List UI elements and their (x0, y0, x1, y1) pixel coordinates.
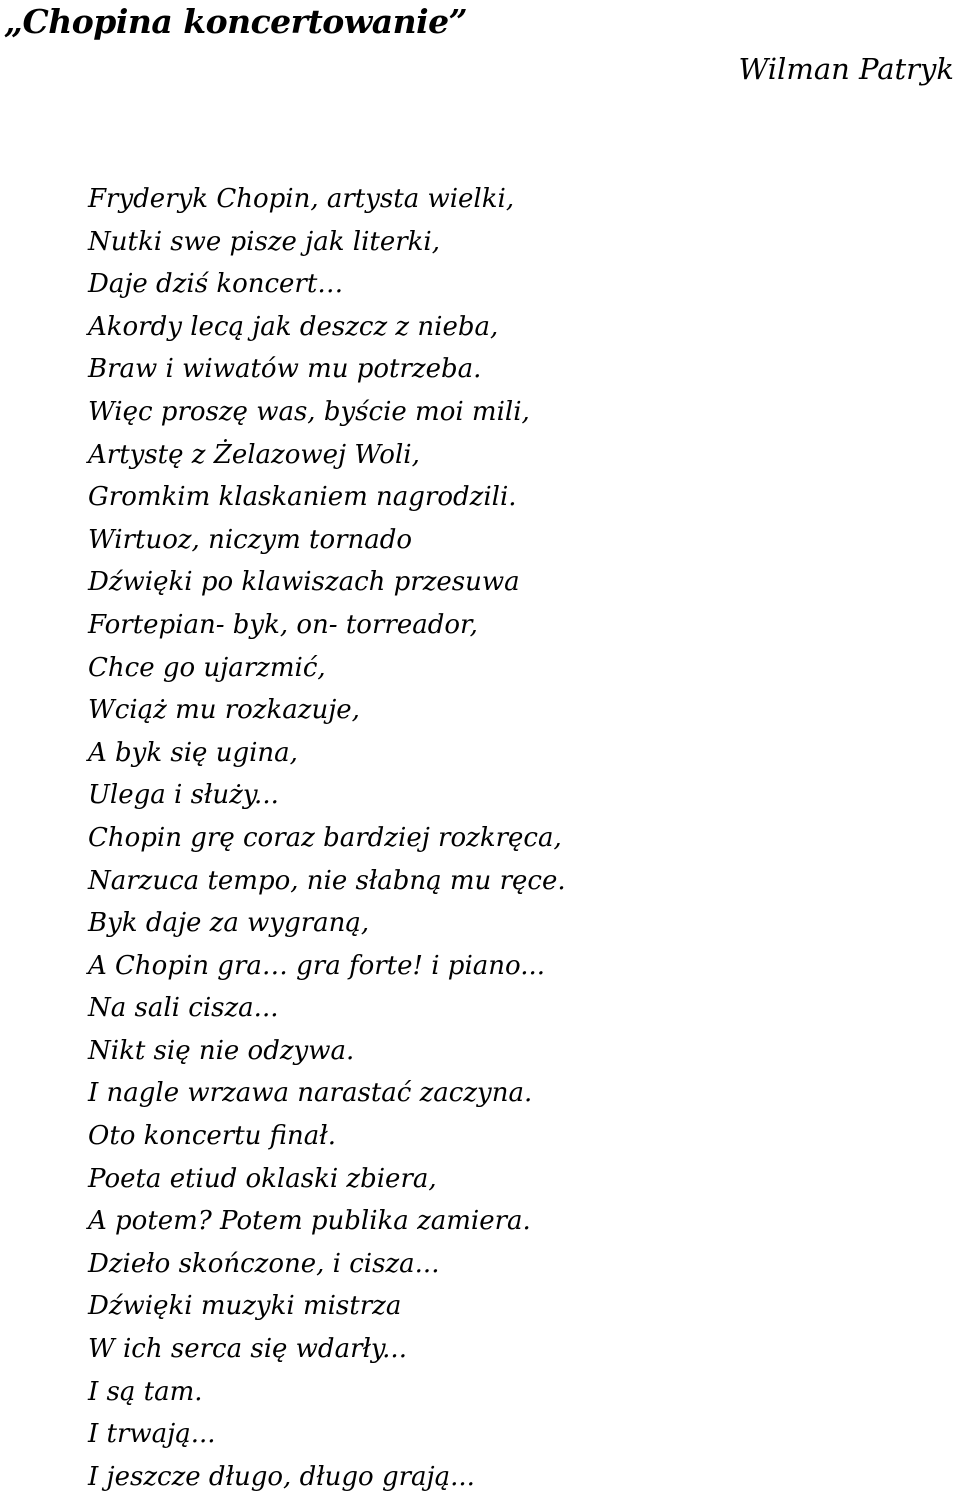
poem-line: Byk daje za wygraną, (88, 908, 370, 939)
poem-line: Nikt się nie odzywa. (88, 1035, 355, 1066)
poem-line: Fryderyk Chopin, artysta wielki, (88, 184, 515, 214)
poem-line: Ulega i służy... (88, 780, 279, 811)
poem-line: Wciąż mu rozkazuje, (88, 695, 360, 726)
poem-line: Więc proszę was, byście moi mili, (88, 396, 530, 427)
poem-line: I nagle wrzawa narastać zaczyna. (88, 1078, 533, 1109)
poem-line: I są tam. (88, 1376, 203, 1407)
poem-line: Nutki swe pisze jak literki, (88, 226, 440, 257)
poem-line: Braw i wiwatów mu potrzeba. (88, 354, 482, 385)
poem-line: A byk się ugina, (88, 737, 298, 768)
poem-line: Chce go ujarzmić, (88, 652, 326, 683)
poem-line: Fortepian- byk, on- torreador, (88, 609, 478, 640)
poem-line: Dźwięki po klawiszach przesuwa (88, 567, 520, 598)
poem-line: I jeszcze długo, długo grają... (88, 1461, 475, 1492)
poem-line: Wirtuoz, niczym tornado (88, 524, 413, 555)
poem-line: Artystę z Żelazowej Woli, (88, 439, 420, 470)
poem-line: Na sali cisza... (88, 993, 279, 1024)
poem-line: Chopin grę coraz bardziej rozkręca, (88, 822, 562, 853)
poem-line: I trwają... (88, 1419, 216, 1450)
poem-line: Dźwięki muzyki mistrza (88, 1291, 402, 1322)
poem-author: Wilman Patryk (738, 52, 954, 86)
poem-body (88, 178, 566, 1498)
poem-line: Daje dziś koncert… (88, 269, 344, 300)
poem-line: A Chopin gra… gra forte! i piano... (88, 950, 546, 981)
poem-line: A potem? Potem publika zamiera. (88, 1206, 531, 1237)
poem-line: Oto koncertu finał. (88, 1121, 336, 1152)
poem-line: W ich serca się wdarły... (88, 1334, 407, 1365)
poem-line: Poeta etiud oklaski zbiera, (88, 1163, 437, 1194)
poem-line: Narzuca tempo, nie słabną mu ręce. (88, 865, 566, 896)
poem-title: „Chopina koncertowanie” (4, 2, 468, 41)
poem-line: Gromkim klaskaniem nagrodzili. (88, 482, 517, 513)
poem-line: Dzieło skończone, i cisza... (88, 1248, 440, 1279)
poem-line: Akordy lecą jak deszcz z nieba, (88, 311, 499, 342)
